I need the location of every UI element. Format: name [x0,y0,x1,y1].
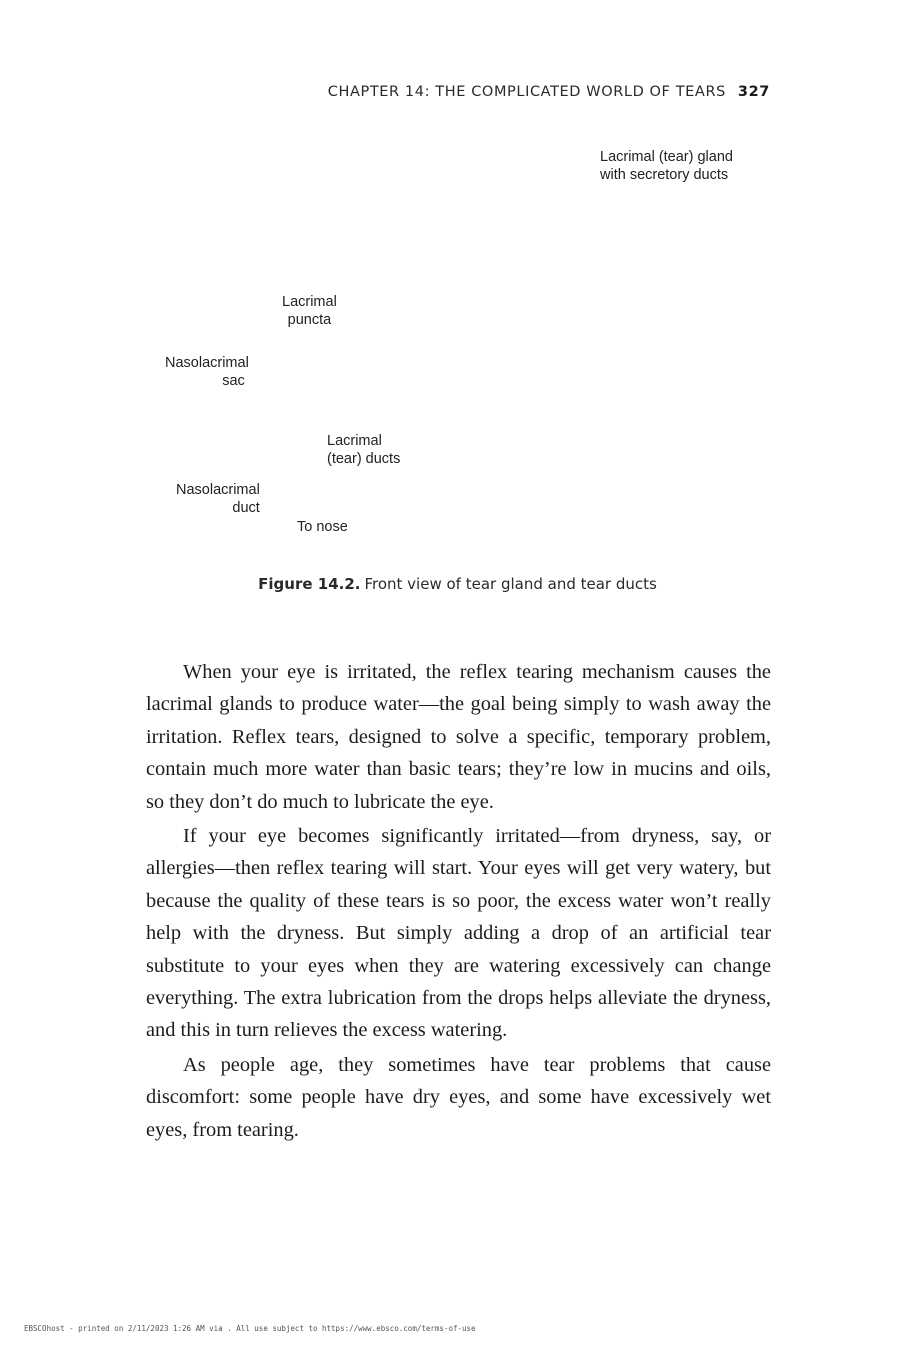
paragraph: If your eye becomes significantly irritated—from dryness, say, or allergies—then reflex tearing will start. Your eyes will get very watery, but because the quality of these tears is so poor, the excess water won’t really help with the dryness. But simply adding a drop of an artificial tear substitute to your eyes when they are watering excessively can change everything. The extra lubrication from the drops helps alleviate the dryness, and this in turn relieves the excess watering. [146,825,771,1042]
label-lacrimal-puncta: Lacrimal puncta [282,294,337,328]
label-lacrimal-ducts: Lacrimal (tear) ducts [327,433,401,467]
print-footer: EBSCOhost - printed on 2/11/2023 1:26 AM via . All use subject to https://www.ebsco.com/terms-of-use [24,1324,476,1333]
label-nasolacrimal-duct: Nasolacrimal duct [176,482,260,516]
chapter-title: CHAPTER 14: THE COMPLICATED WORLD OF TEARS [327,84,726,100]
label-nasolacrimal-sac: Nasolacrimal sac [165,355,249,389]
body-text [146,656,771,1148]
figure-caption [0,575,900,593]
label-lacrimal-gland: Lacrimal (tear) gland with secretory ducts [600,149,733,183]
paragraph: When your eye is irritated, the reflex tearing mechanism causes the lacrimal glands to produce water—the goal being simply to wash away the irritation. Reflex tears, designed to solve a specific, temporary problem, contain much more water than basic tears; they’re low in mucins and oils, so they don’t do much to lubricate the eye. [146,661,771,813]
caption-label: Figure 14.2. [258,575,361,593]
caption-text: Front view of tear gland and tear ducts [364,575,657,593]
paragraph: As people age, they sometimes have tear problems that cause discomfort: some people have dry eyes, and some have excessively wet eyes, from tearing. [146,1053,771,1141]
page-number: 327 [737,84,770,100]
running-head [328,84,770,100]
label-to-nose: To nose [297,519,348,535]
